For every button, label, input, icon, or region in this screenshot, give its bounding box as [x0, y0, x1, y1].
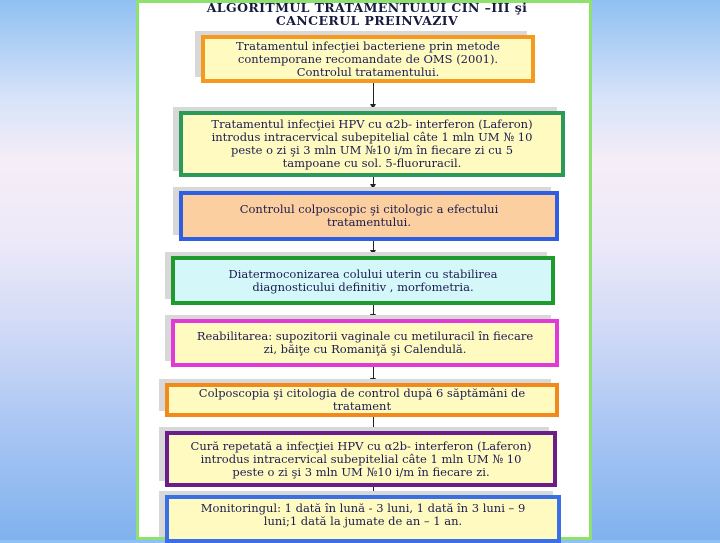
step-text-6: Colposcopia şi citologia de control după 6 săptămâni de tratament: [198, 386, 526, 413]
step-box-6: [165, 383, 559, 417]
step-text-7: Cură repetată a infecţiei HPV cu α2b- interferon (Laferon) introdus intracervical subepitelial câte 1 mln UM № 10 peste o zi şi 3 mln UM №10 i/m în fiecare zi.: [190, 438, 532, 479]
slide-title-line-2: CANCERUL PREINVAZIV: [275, 13, 459, 28]
step-text-4: Diatermoconizarea colului uterin cu stabilirea diagnosticului definitiv , morfometria.: [228, 266, 498, 294]
step-text-2: Tratamentul infecţiei HPV cu α2b- interferon (Laferon) introdus intracervical subepitelial câte 1 mln UM № 10 peste o zi şi 3 mln UM №10 i/m în fiecare zi cu 5 tampoane cu sol. 5-fluoruracil.: [211, 117, 533, 170]
step-text-5: Reabilitarea: supozitorii vaginale cu metiluracil în fiecare zi, băiţe cu Romaniţă şi Calendulă.: [196, 329, 534, 356]
connector-arrowhead-2: [370, 184, 376, 189]
step-box-1: [201, 35, 535, 83]
step-box-5: [171, 319, 559, 367]
step-box-7: [165, 431, 557, 487]
step-box-3: [179, 191, 559, 241]
connector-arrow-1: [373, 83, 374, 105]
connector-arrowhead-1: [370, 104, 376, 109]
step-box-8: [165, 495, 561, 543]
slide-panel: [136, 0, 592, 540]
step-text-3: Controlul colposcopic şi citologic a efectului tratamentului.: [239, 202, 499, 229]
step-text-8: Monitoringul: 1 dată în lună - 3 luni, 1 dată în 3 luni – 9 luni;1 dată la jumate de an – 1 an.: [200, 501, 526, 528]
step-box-2: [179, 111, 565, 177]
step-text-1: Tratamentul infecţiei bacteriene prin metode contemporane recomandate de OMS (2001). Controlul tratamentului.: [236, 38, 500, 79]
step-box-4: [171, 256, 555, 305]
connector-arrowhead-3: [370, 250, 376, 255]
slide-title-line-1: ALGORITMUL TRATAMENTULUI CIN –III şi: [206, 0, 528, 15]
